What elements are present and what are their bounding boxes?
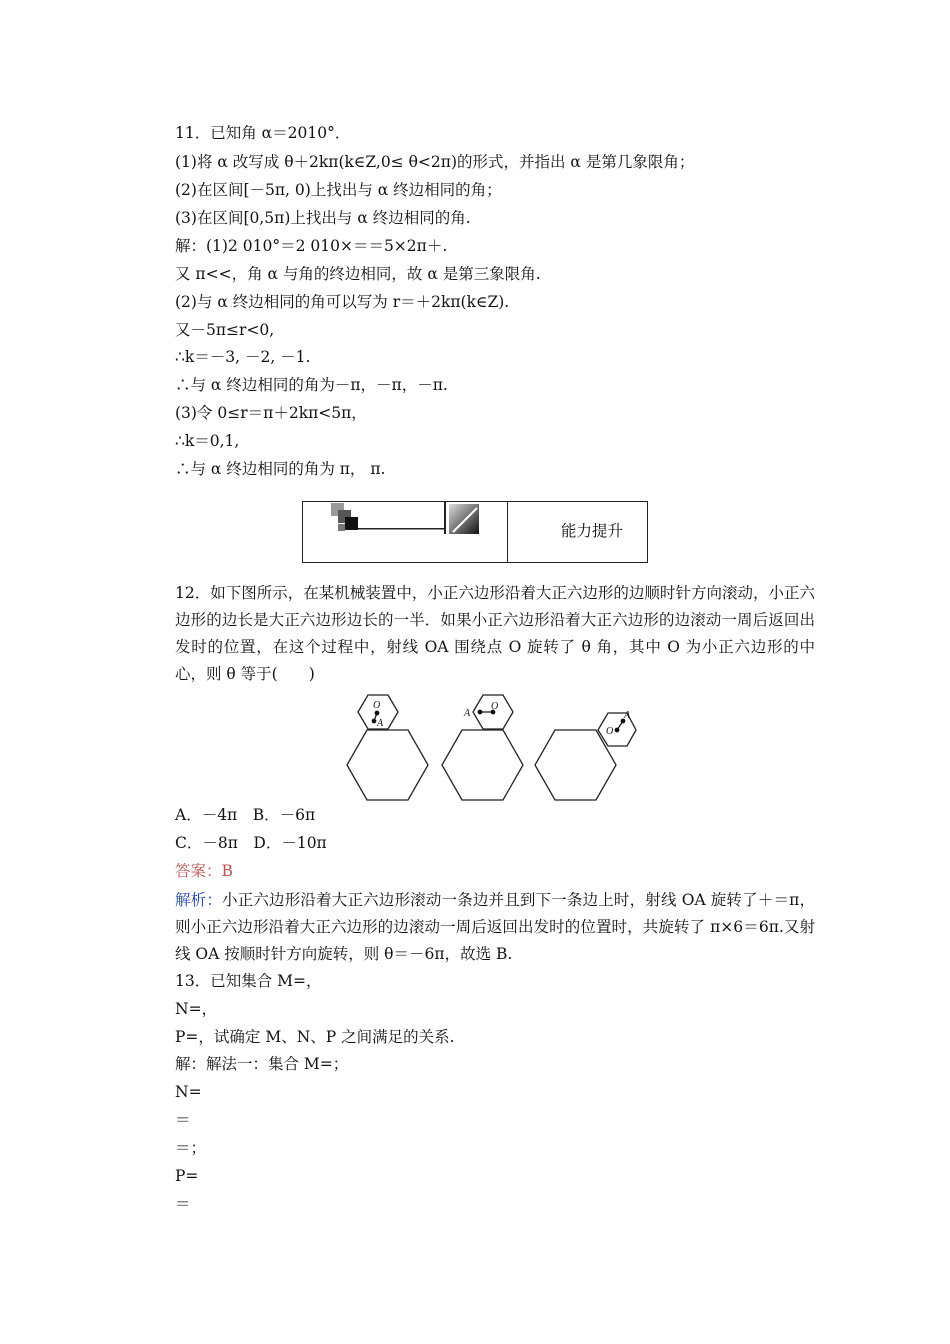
q13-line-5: N= [175,1083,202,1101]
q11-solution-6: ∴与 α 终边相同的角为－π，－π，－π. [175,376,448,394]
section-banner [302,501,648,563]
q13-line-7: ＝； [175,1139,207,1157]
label-o-3: O [606,726,614,737]
banner-divider [507,502,508,562]
q12-analysis [175,887,815,968]
banner-label: 能力提升 [561,522,624,540]
q11-solution-9: ∴与 α 终边相同的角为 π， π. [175,460,386,478]
q13-line-3: P=，试确定 M、N、P 之间满足的关系. [175,1028,455,1046]
large-hexagon-1 [347,730,428,800]
label-o-1: O [373,700,381,711]
analysis-label: 解析： [175,891,223,909]
q11-solution-2: 又 π<<，角 α 与角的终边相同，故 α 是第三象限角. [175,265,541,283]
q11-title: 11．已知角 α＝2010°． [175,124,351,142]
large-hexagon-2 [442,730,523,800]
q13-line-2: N=， [175,1000,218,1018]
q11-solution-7: (3)令 0≤r＝π＋2kπ<5π， [175,404,367,422]
hexagon-figure [340,690,660,805]
q13-line-8: P= [175,1167,199,1185]
q13-line-6: ＝ [175,1111,191,1129]
q12-options-cd: C．－8π D．－10π [175,834,327,852]
q11-solution-3: (2)与 α 终边相同的角可以写为 r＝＋2kπ(k∈Z). [175,293,510,311]
q13-line-1: 13．已知集合 M=， [175,972,322,990]
q11-solution-1: 解：(1)2 010°＝2 010×＝＝5×2π＋. [175,237,448,255]
q12-answer: 答案：B [175,862,233,880]
label-o-2: O [491,701,499,712]
label-a-3: A [624,710,631,721]
analysis-text: 小正六边形沿着大正六边形滚动一条边并且到下一条边上时，射线 OA 旋转了＋＝π，则小正六边形沿着大正六边形的边滚动一周后返回出发时的位置时，共旋转了 π×6＝6π.又射线 OA 按顺时针方向旋转，则 θ＝－6π，故选 B. [175,891,815,963]
q11-solution-5: ∴k＝－3, －2, －1. [175,348,311,366]
q11-part1: (1)将 α 改写成 θ＋2kπ(k∈Z,0≤ θ<2π)的形式，并指出 α 是第几象限角； [175,153,695,171]
q12-options-ab: A．－4π B．－6π [175,806,316,824]
q11-solution-8: ∴k＝0,1, [175,432,240,450]
q13-line-9: ＝ [175,1195,191,1213]
q13-line-4: 解：解法一：集合 M=； [175,1055,349,1073]
q11-part3: (3)在区间[0,5π)上找出与 α 终边相同的角. [175,209,471,227]
banner-decoration [303,502,507,562]
q12-stem: 12．如下图所示，在某机械装置中，小正六边形沿着大正六边形的边顺时针方向滚动，小正六边形的边长是大正六边形边长的一半．如果小正六边形沿着大正六边形的边滚动一周后返回出发时的位置，在这个过程中，射线 OA 围绕点 O 旋转了 θ 角，其中 O 为小正六边形的中心，则 θ 等于( ) [175,584,815,683]
q11-part2: (2)在区间[－5π, 0)上找出与 α 终边相同的角； [175,181,502,199]
label-a-1: A [377,718,384,729]
q11-solution-4: 又－5π≤r<0, [175,321,275,339]
label-a-2: A [464,708,471,719]
